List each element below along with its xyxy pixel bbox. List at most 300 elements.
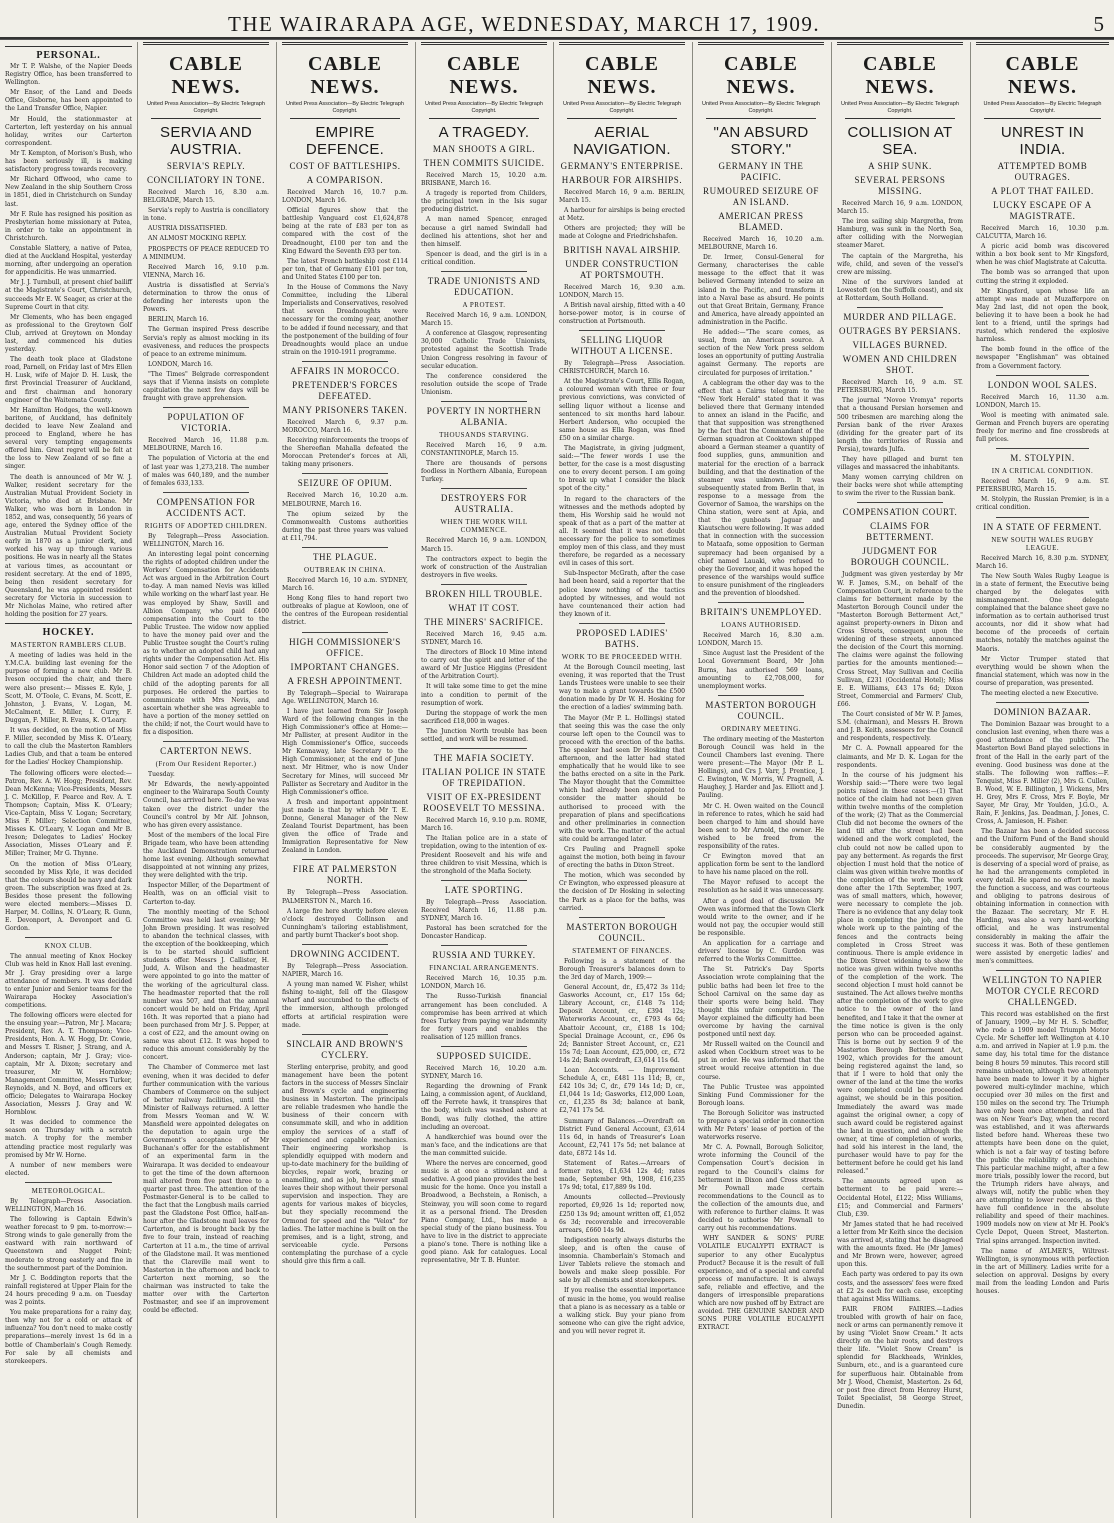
article-paragraph: The population of Victoria at the end of last year was 1,273,218. The number of males was 640,189, and the number of females 633,133.: [143, 455, 269, 487]
article-paragraph: Since August last the President of the Local Government Board, Mr John Burns, has authorised 569 loans, amounting to £2,708,000, for unemployment works.: [698, 650, 824, 690]
article-paragraph: By Telegraph—Special to Wairarapa Age. WELLINGTON, March 16.: [282, 689, 408, 705]
subheading: VILLAGES BURNED.: [852, 340, 948, 351]
masthead: [0, 0, 1114, 40]
article-paragraph: Where the nerves are concerned, good music is at once a stimulant and a sedative. A good piano provides the best music for the home. Once you install a Broadwood, a Bechstein, a Ronisch, a Steinway, you will soon come to regard it as a personal friend. The Dresden Piano Company, Ltd., has made a special study of the piano business. You have to live in the district to appreciate a piano's tone. There is nothing like a good piano. Ask for catalogues. Local representative, Mr T. B. Hunter.: [421, 1160, 547, 1265]
headline-broken-hill: BROKEN HILL TROUBLE.: [425, 588, 543, 599]
article-paragraph: Wool is meeting with animated sale. German and French buyers are operating freely for merino and fine crossbreds at full prices.: [976, 411, 1109, 444]
divider: [996, 375, 1089, 376]
headline-albania: POVERTY IN NORTHERN ALBANIA.: [426, 405, 542, 427]
article-paragraph: The monthly meeting of the School Committee was held last evening; Mr John Brown presiding. It was resolved to abandon the technical classes, with the exception of the bookkeeping, which is to be started should sufficient students offer. Messrs J. Callister, H. Judd, A. Wilson and the headmaster were appointed to go into the matter of the working of the agricultural class. The headmaster reported that the roll number was 507, and that the annual concert would be held on Friday, April 16th. It was reported that a piano had been purchased from Mr J. S. Pepper, at a cost of £22, and the amount owing on same was about £12. It was hoped to reduce this amount considerably by the concert.: [143, 908, 269, 1062]
article-paragraph: The German inspired Press describe Servia's reply as almost mocking in its evasiveness, and reduces the prospects of peace to an extreme minimum.: [143, 326, 269, 358]
subheading: WHAT IT COST.: [448, 602, 520, 613]
article-paragraph: A handkerchief was bound over the man's face, and the indications are that the man committed suicide.: [421, 1133, 547, 1157]
article-paragraph: Many women carrying children on their backs were shot while attempting to swim the river to the Russian bank.: [837, 474, 963, 498]
headline-absurd-story: "AN ABSURD STORY.": [713, 124, 809, 158]
opium-paragraphs: [282, 492, 408, 543]
article-paragraph: The journal "Novoe Vremya" reports that a thousand Persian horsemen and 500 tribesmen are marching along the Persian bank of the river Araxes (dividing for the greater part of its length the territories of Russia and Persia), towards Julfa.: [837, 397, 963, 453]
article-paragraph: Received March 16, 8.30 a.m. LONDON, March 15.: [698, 632, 824, 648]
subheading: UNDER CONSTRUCTION AT PORTSMOUTH.: [565, 258, 679, 280]
cable-news-banner: CABLE NEWS.: [143, 42, 269, 101]
bazaar-paragraphs: [976, 721, 1109, 966]
article-paragraph: Received March 16, 10 a.m. SYDNEY, March 16.: [282, 577, 408, 593]
divider: [441, 584, 527, 585]
article-paragraph: Received March 16, 10.30 p.m. CALCUTTA, March 16.: [976, 225, 1109, 241]
article-paragraph: The amounts agreed upon as betterment to be paid were:—Occidental Hotel, £122; Miss Williams, £15; and Commercial and Farmers' Club, £39.: [837, 1178, 963, 1218]
broken-hill-paragraphs: [421, 631, 547, 744]
article-paragraph: By Telegraph—Press Association. PALMERSTON N., March 16.: [282, 889, 408, 905]
article-paragraph: Received March 16, 9.45 a.m. SYDNEY, March 16.: [421, 630, 547, 646]
headline-empire-defence: EMPIRE DEFENCE.: [305, 124, 385, 158]
russia-paragraphs: [421, 975, 547, 1042]
ferment-subheading: NEW SOUTH WALES RUGBY LEAGUE.: [991, 535, 1094, 552]
article-paragraph: Regarding the drowning of Frank Laing, a commission agent, of Auckland, off the Ferrete hawk, it transpires that the body, which was washed ashore at Bondi, was fully clothed, the attire including an overcoat.: [421, 1083, 547, 1131]
liquor-paragraphs: [559, 360, 685, 619]
divider: [441, 401, 527, 402]
page-number: 5: [1093, 12, 1104, 36]
column-cable-news-5: [553, 42, 690, 1518]
subheading: SERVIA'S REPLY.: [166, 161, 246, 171]
headline-ferment: IN A STATE OF FERMENT.: [983, 521, 1102, 532]
motor-cycle-paragraphs: [976, 1011, 1109, 1296]
divider: [441, 945, 527, 946]
subheading: ATTEMPTED BOMB OUTRAGES.: [997, 161, 1088, 182]
divider: [857, 502, 943, 503]
press-credit: United Press Association—By Electric Telegraph Copyright.: [841, 101, 959, 114]
article-paragraph: Cr Ewington moved that an application form be sent to the landlord to have his name placed on the roll.: [698, 853, 824, 877]
article-paragraph: Received March 16, 11.88 p.m. MELBOURNE, March 16.: [143, 437, 269, 453]
article-paragraph: A man named Spencer, enraged because a girl named Swindall had declined his attentions, shot her and then himself.: [421, 216, 547, 248]
subheads: [282, 161, 408, 186]
divider: [718, 602, 804, 603]
stolypin-paragraphs: [976, 478, 1109, 512]
article-paragraph: Mr Edwards, the newly-appointed engineer to the Wairarapa South County Council, has arrived here. To-day he was taken over the district under the Council's control by Mr Alf. Johnson, who has given every assistance.: [143, 781, 269, 829]
cable-news-banner: CABLE NEWS.: [837, 42, 963, 101]
article-paragraph: The name of AYLMER'S, Wiltrest-Wellington, is synonymous with perfection in the art of Millinery. Ladies write for a selection on approval. Designs by every mail from the leading London and Paris houses.: [976, 1247, 1109, 1296]
article-paragraph: The iron sailing ship Margretha, from Hamburg, was sunk in the North Sea, after colliding with the Norwegian steamer Maret.: [837, 218, 963, 250]
article-paragraph: In the course of his judgment his Worship said:—"There were two legal points raised in these cases:—(1) That notice of the claim had not been given within twelve months of the completion of the work; (2) That as the Commercial Club did not become the owners of the land till after the street had been widened and the work completed, the club could not now be called upon to pay any betterment. As regards the first objection I must hold that the notice of claim was given within twelve months of the completion of the work. The work done after the 17th September, 1907, was of small matters, which, however, were necessary to complete the job. There is no evidence that any delay took place in completing the job, and the whole work up to the painting of the fences and the contracts being completed in Cross Street was continuous. There is ample evidence in the Dixon Street widening to show the notice was given within twelve months of the completion of the work. The second objection I must hold cannot be sustained. The Act allows twelve months after the completion of the work to give notice to the owner of the land benefited, and I take it that the owner at the time notice is given is the only person who can be proceeded against. This is borne out by section 9 of the Masterton Borough Betterment Act, 1902, which provides for the amount being registered against the land, so that if I were to hold that only the owner of the land at the time the works were completed could be proceeded against, we should be in this position. Immediately the award was made against the original owner, a copy of such award could be registered against the land in question, and although the owner, at time of completion of works, had sold his interest in the land, the purchaser would have to pay for the betterment before he could get his land released.": [837, 771, 963, 1176]
article-paragraph: On the motion of Miss O'Leary, seconded by Miss Kyle, it was decided that the colours should be navy and dark green. The subscription was fixed at 2s. Besides those present the following were elected members:—Misses D. Harper, M. Collins, N. O'Leary, R. Gunn, E. Devonport, A. Devonport and G. Gordon.: [5, 860, 132, 933]
baths-subheading: WORK TO BE PROCEEDED WITH.: [561, 652, 683, 661]
article-paragraph: Mr Clements, who has been engaged as professional to the Greytown Golf Club, arrived at Greytown on Monday last, and commenced his duties yesterday.: [5, 313, 132, 354]
article-paragraph: LONDON, March 16.: [148, 360, 213, 368]
headline-russia-turkey: RUSSIA AND TURKEY.: [432, 950, 536, 961]
article-paragraph: M. Stolypin, the Russian Premier, is in a critical condition.: [976, 496, 1109, 512]
headline-borough-council-meeting: MASTERTON BOROUGH COUNCIL.: [705, 699, 817, 721]
article-paragraph: He added:—"The scare comes, as usual, from an American source. A section of the New York press seldom loses an opportunity of putting Australia against Germany. The reports are circulated for purposes of irritation.": [698, 329, 824, 377]
article-paragraph: Received March 16, 8.30 p.m. SYDNEY, March 16.: [976, 554, 1109, 570]
subheading: GERMANY IN THE PACIFIC.: [718, 161, 804, 182]
headline-high-commissioner: HIGH COMMISSIONER'S OFFICE.: [289, 636, 401, 658]
article-paragraph: By Telegraph—Press Association. Received March 16, 11.88 p.m. SYDNEY, March 16.: [421, 898, 547, 922]
article-paragraph: Received March 15, 10.20 a.m. BRISBANE, March 16.: [421, 172, 547, 188]
subheading: HARBOUR FOR AIRSHIPS.: [561, 175, 683, 185]
divider: [857, 307, 943, 308]
subheading: GERMANY'S ENTERPRISE.: [560, 161, 684, 171]
article-paragraph: Sterling enterprise, probity, and good management have been the potent factors in the success of Messrs Sinclair and Brown's cycle and engineering business in Masterton. The principals are reliable tradesmen who handle the business of their concern with consummate skill, and who in addition employ the services of a staff of experienced and capable mechanics. Their engineering workshop is splendidly equipped with modern and up-to-date machinery for the building of bicycles, repair work, brazing or enamelling, and as job, however small leaves their shop without their personal supervision and inspection. They are agents for various makes of bicycles, but they specially recommend the Ormond for speed and the "Velox" for ladies. The latter machine is built on the premises, and is a light, strong, and serviceable cycle. Persons contemplating the purchase of a cycle should give this firm a call.: [282, 1063, 408, 1265]
article-paragraph: Received March 16, 9 a.m. CONSTANTINOPLE, March 15.: [421, 441, 547, 458]
knox-club-heading: KNOX CLUB.: [44, 942, 93, 951]
divider: [718, 695, 804, 696]
subheads: [976, 161, 1109, 222]
defence-paragraphs: [282, 189, 408, 357]
press-credit: United Press Association—By Electric Telegraph Copyright.: [147, 101, 265, 114]
divider: [996, 448, 1089, 449]
headline-drowning: DROWNING ACCIDENT.: [290, 949, 400, 959]
headline-compensation-court: COMPENSATION COURT.: [842, 507, 958, 518]
article-paragraph: This record was established on the first of January, 1909,—by Mr H. S. Scheffer, who rode a 1909 model Triumph Motor Cycle. Mr Scheffer left Wellington at 4.10 a.m. and arrived in Napier at 1.9 p.m. the same day, his total time for the distance being 8 hours 59 minutes. This record still remains unbeaten, although two attempts have been made to lower it by a higher powered multi-cylinder machine, which occupied over 30 miles on the first and 150 miles on the second try. The Triumph have only been once attempted, and that was on New Year's Day, when the record was established, and it was afterwards listed before hand. Whereas these two attempts have been done on the quiet, which is not a fair way of testing before the public the reliability of a machine. This particular machine might, after a few more trials, possibly lower the record, but the Triumph riders have always, and always will, notify the public when they are attempting to lower records, as they have full confidence in the absolute reliability and speed of their machines. 1909 models now on view at Mr H. Pook's Cycle Depot, Queen Street, Masterton. Trial spins arranged. Inspection invited.: [976, 1010, 1109, 1245]
divider: [290, 118, 400, 119]
article-paragraph: At the Magistrate's Court, Ellis Rogan, a coloured woman with three or four previous convictions, was convicted of selling liquor without a license and sentenced to six months hard labour. Herbert Anderson, who occupied the same house as Ella Rogan, was fined £50 on a similar charge.: [559, 378, 685, 442]
article-paragraph: Received March 6, 9.37 p.m. MOROCCO, March 16.: [282, 418, 408, 434]
subheading: THE MINERS' SACRIFICE.: [424, 616, 544, 627]
article-paragraph: Mr Richard Offwood, who came to New Zealand in the ship Southern Cross in 1851, died in Christchurch on Sunday last.: [5, 176, 132, 208]
article-paragraph: I have just learned from Sir Joseph Ward of the following changes in the High Commissioner's office at Home:—Mr Pallister, at present Auditor in the High Commissioner's Office, succeeds Mr Kennaway, late Secretary to the High Commissioner, at the end of June next. Mr Hitmer, who is now Under Secretary for Mines, will succeed Mr Pallister as Secretary and Auditor in the High Commissioner's office.: [282, 707, 408, 796]
headline-collision-at-sea: COLLISION AT SEA.: [847, 124, 953, 158]
subheading: CONCILIATORY IN TONE.: [146, 175, 266, 185]
russia-subheading: FINANCIAL ARRANGEMENTS.: [429, 964, 539, 973]
article-paragraph: In regard to the characters of the witnesses and the methods adopted by them, His Worship said he would not speak of that as a part of the matter at all. It seemed that it was not doubt necessary for the police to sometimes employ men of this class, and they must therefore, be regarded as a necessary evil in cases of this sort.: [559, 495, 685, 568]
suicide-paragraphs: [421, 1065, 547, 1265]
press-credit: United Press Association—By Electric Telegraph Copyright.: [425, 101, 543, 114]
article-paragraph: The bomb found in the office of the newspaper "Englishman" was obtained from a Government factory.: [976, 346, 1109, 370]
article-paragraph: Mr Kingsford, upon whose life an attempt was made at Muzafferpore on May 2nd last, did not open the book, believing it to have been a book he had lent to a friend, until the springs had rusted, which rendered the explosive harmless.: [976, 287, 1109, 344]
article-paragraph: Receiving reinforcements the troops of the Shereefian Mahalla defeated the Moroccan Pretender's forces at Ali, taking many prisoners.: [282, 437, 408, 469]
headline-plague: THE PLAGUE.: [312, 552, 378, 562]
headline-trade-unionists: TRADE UNIONISTS AND EDUCATION.: [427, 276, 541, 298]
destroyers-subheading: WHEN THE WORK WILL COMMENCE.: [440, 518, 528, 535]
article-paragraph: Mr F. Rule has resigned his position as Presbyterian home missionary at Patea, in order to take an appointment in Christchurch.: [5, 210, 132, 242]
article-paragraph: The Mayor (Mr P. L. Hollings) stated that seeing this was the case the only course left open to the Council was to proceed with the erection of the baths. The speaker had seen Dr Hosking that afternoon, and the latter had stated emphatically that he would like to see the baths erected on a site in the Park. The Mayor thought that the Committee which had already been appointed to consider the matter should be authorised to proceed with the preparation of plans and specifications and other preliminaries in connection with the work. The matter of the actual site could be arranged later.: [559, 714, 685, 843]
divider: [302, 547, 388, 548]
cable-news-banner: CABLE NEWS.: [421, 42, 547, 101]
carterton-subheading: (From Our Resident Reporter.): [155, 760, 257, 769]
tragedy-paragraphs: [421, 172, 547, 267]
article-paragraph: Servia's reply to Austria is conciliatory in tone.: [143, 207, 269, 223]
article-paragraph: Mr Hould, the stationmaster at Carterton, left yesterday on his annual holiday, writes our Carterton correspondent.: [5, 115, 132, 147]
unemployed-subheading: LOANS AUTHORISED.: [721, 621, 801, 630]
hockey-paragraphs: [5, 652, 132, 933]
article-paragraph: Received March 16, 9 a.m. ST. PETERSBURG, March 15.: [976, 478, 1109, 494]
destroyers-paragraphs: [421, 537, 547, 579]
article-paragraph: A meeting of ladies was held in the Y.M.C.A. building last evening for the purpose of forming a new club. Mr B. Iveson occupied the chair, and there were also present:— Misses E. Kyle, J. Scott, M. O'Toole, C. Evans, M. Scott, E. Johnston, J. Evans, V. Logan, M. McCalment, E. Miller, I. Curry, F. Duggan, F. Miller, R. Evans, K. O'Leary.: [5, 652, 132, 724]
headline-carterton-news: CARTERTON NEWS.: [160, 746, 252, 757]
headline-mafia: THE MAFIA SOCIETY.: [433, 753, 535, 764]
headline-morocco: AFFAIRS IN MOROCCO.: [290, 365, 400, 376]
subheads: [421, 767, 547, 814]
article-paragraph: The following officers were elected for the ensuing year:—Patron, Mr J. Macara; President, Rev. A. T. Thompson; Vice-Presidents, Hon. A. W. Hogg, Dr. Cowie, and Messrs T. Risner, J. Strang, and A. Anderson; captain, Mr J. Gray; vice-captain, Mr A. Dixon; secretary and treasurer, Mr W. Hornblow; Management Committee, Messrs Turker, Reynolds, and N. Boyd, and officers ex officio; Delegates to Wairarapa Hockey Association, Messrs J. Gray and W. Hornblow.: [5, 1012, 132, 1117]
divider: [441, 488, 527, 489]
article-paragraph: Received March 16, 9 a.m. ST. PETERSBURG, March 15.: [837, 379, 963, 395]
ferment-paragraphs: [976, 555, 1109, 699]
article-paragraph: The latest French battleship cost £114 per ton, that of Germany £101 per ton, and United States £100 per ton.: [282, 257, 408, 281]
article-paragraph: Each party was ordered to pay its own costs, and the assessors' fees were fixed at £2 2s each for each case, excepting that against Miss Williams.: [837, 1271, 963, 1303]
headline-aerial-navigation: AERIAL NAVIGATION.: [573, 124, 671, 158]
subheading: A SHIP SUNK.: [868, 161, 932, 171]
divider: [302, 1034, 388, 1035]
divider: [151, 118, 261, 119]
trade-paragraphs: [421, 312, 547, 397]
headline-opium: SEIZURE OF OPIUM.: [297, 478, 393, 489]
subheading: BRITISH NAVAL AIRSHIP.: [563, 244, 681, 255]
divider: [706, 118, 816, 119]
article-paragraph: Sub-Inspector McGrath, after the case had been heard, said a reporter that the police knew nothing of the tactics adopted by witnesses, and would not have countenanced their action had they known of it.: [559, 570, 685, 618]
article-paragraph: Mr T. Kempton, of Morison's Bush, who has been seriously ill, is making satisfactory progress towards recovery.: [5, 149, 132, 174]
subheading: AMERICAN PRESS BLAMED.: [718, 211, 804, 232]
article-paragraph: The Italian police are in a state of trepidation, owing to the intention of ex-President Roosevelt and his wife and three children to visit Messina, which is the stronghold of the Mafia Society.: [421, 835, 547, 875]
article-paragraph: It was decided to commence the season on Thursday with a scratch match. A trophy for the member attending practice most regularly was promised by Mr W. Horne.: [5, 1119, 132, 1159]
article-paragraph: A fresh and important appointment just made is that by which Mr T. E. Donne, General Manager of the New Zealand Tourist Department, has been given the office of Trade and Immigration Representative for New Zealand in London.: [282, 798, 408, 855]
article-paragraph: The annual meeting of Knox Hockey Club was held in Knox Hall last evening. Mr J. Gray presiding over a large attendance of members. It was decided to enter Junior and Senior teams for the Wairarapa Hockey Association's competitions.: [5, 953, 132, 1009]
article-paragraph: General Account, dr., £5,472 3s 11d; Gasworks Account, cr., £17 15s 6d; Library Account, cr., £148 7s 11d; Deposit Account, cr., £394 12s; Waterworks Account, cr., £793 4s 6d; Abattoir Account, cr., £188 1s 10d; Special Drainage Account, cr., £96 0s 2d; Bannister Street Account, cr., £21 15s 7d; Loan Account, £25,000, cr., £72 14s 2d; Bank overdraft, £3,614 11s 6d.: [559, 984, 685, 1064]
drowning-paragraphs: [282, 963, 408, 1030]
headline-suicide: SUPPOSED SUICIDE.: [436, 1051, 532, 1061]
divider: [302, 361, 388, 362]
article-paragraph: A picric acid bomb was discovered within a box book sent to Mr Kingsford, when he was chief Magistrate at Calcutta.: [976, 243, 1109, 267]
headline-tragedy: A TRAGEDY.: [438, 124, 530, 141]
article-paragraph: Mr Russell waited on the Council and asked when Cockburn street was to be put in order. He was informed that the street would receive attention in due course.: [698, 1041, 824, 1081]
article-paragraph: It will take some time to get the mine into a condition to permit of the resumption of work.: [421, 683, 547, 707]
subheads: [282, 380, 408, 416]
divider: [163, 492, 249, 493]
population-paragraphs: [143, 437, 269, 488]
article-paragraph: Received March 16, 10.20 a.m. MELBOURNE, March 16.: [698, 236, 824, 252]
article-paragraph: Received March 16, 10.35 p.m. LONDON, March 16.: [421, 975, 547, 991]
article-paragraph: The Magistrate, in giving judgment, said:—"The fewer words I use the better, for the case is a most disgusting one to every decent person. I am going to break up what I consider the black spot of the city.": [559, 444, 685, 493]
stolypin-subheading: IN A CRITICAL CONDITION.: [991, 467, 1094, 476]
article-paragraph: The Mayor refused to accept the resolution as he said it was unnecessary.: [698, 879, 824, 895]
article-paragraph: Received March 16, 9.10 p.m. VIENNA, March 16.: [143, 263, 269, 279]
divider: [579, 917, 665, 918]
article-paragraph: The Russo-Turkish financial arrangement has been concluded. A compromise has been arrived at which frees Turkey from paying war indemnity for forty years and enables the realisation of 125 million francs.: [421, 993, 547, 1041]
article-paragraph: BERLIN, March 16.: [148, 316, 209, 324]
article-paragraph: There are thousands of persons foodless in Northern Albania, European Turkey.: [421, 460, 547, 484]
article-paragraph: Mr C. A. Pownall, Borough Solicitor, wrote informing the Council of the Compensation Court's decision in regard to the Council's claims for betterment in Dixon and Cross streets. Mr Pownall made certain recommendations to the Council as to the collection of the amounts due, and with reference to further claims. It was decided to authorise Mr Pownall to carry out his recommendations.: [698, 1144, 824, 1233]
subheading: SEVERAL PERSONS MISSING.: [854, 175, 946, 196]
article-paragraph: "The Times" Belgrade correspondent says that if Vienna insists on complete capitulation the next few days will be fraught with grave apprehension.: [143, 370, 269, 403]
headline-borough-council-finances: MASTERTON BOROUGH COUNCIL.: [566, 921, 678, 943]
divider: [996, 702, 1089, 703]
subheading: COST OF BATTLESHIPS.: [289, 161, 401, 171]
article-paragraph: Mr James stated that he had received a letter from Mr Keith since the decision was arrived at, stating that he disagreed with the amounts fixed. He (Mr James) and Mr Brown were, however, agreed upon this.: [837, 1220, 963, 1269]
column-cable-news-4: [415, 42, 552, 1518]
article-paragraph: PROSPECTS OF PEACE REDUCED TO A MINIMUM.: [143, 245, 269, 261]
article-paragraph: Received March 16, 9.10 p.m. ROME, March 16.: [421, 817, 547, 833]
plague-paragraphs: [282, 577, 408, 628]
carterton-paragraphs: [143, 771, 269, 1315]
masthead-title: THE WAIRARAPA AGE, WEDNESDAY, MARCH 17, 1909.: [228, 12, 821, 36]
court-paragraphs: [837, 571, 963, 1411]
column-cable-news-3: [276, 42, 413, 1518]
plague-subheading: OUTBREAK IN CHINA.: [304, 566, 386, 574]
article-paragraph: Received March 16, 10.20 a.m. SYDNEY, March 16.: [421, 1065, 547, 1081]
article-paragraph: Mr J. J. Turnbull, at present chief bailiff at the Magistrate's Court, Christchurch, succeeds Mr E. W. Seager, as crier at the Supreme Court in that city.: [5, 279, 133, 311]
column-personal: [0, 42, 137, 1518]
finances-paragraphs: [559, 958, 685, 1336]
article-paragraph: Tuesday.: [148, 771, 175, 779]
subheading: MANY PRISONERS TAKEN.: [282, 404, 408, 415]
servia-paragraphs: [143, 189, 269, 403]
article-paragraph: Mr Ensor, of the Land and Deeds Office, Gisborne, has been appointed to the Land Transfer Office, Napier.: [5, 89, 132, 113]
commissioner-paragraphs: [282, 690, 408, 856]
article-paragraph: Mr T. P. Walshe, of the Napier Deeds Registry Office, has been transferred to Wellington.: [5, 63, 132, 87]
article-paragraph: Loan Accounts. — Improvement Schedule A, cr., £481 11s 11d; B, cr., £42 10s 3d; C, dr., £79 14s 1d; D, cr., £1,044 1s 1d; Gasworks, £12,000 Loan, cr., £1,235 8s 3d; balance at bank, £2,741 17s 5d.: [559, 1066, 685, 1115]
headline-compensation-act: COMPENSATION FOR ACCIDENTS ACT.: [156, 496, 256, 518]
column-cable-news-7: [831, 42, 968, 1518]
article-paragraph: The ordinary meeting of the Masterton Borough Council was held in the Council Chambers last evening. There were present:—The Mayor (Mr P. L. Hollings), and Crs J. Varr, J. Prentice, J. C. Ewington, W. Morris, W. Pragnell, A. Haughey, J. Harder and Jas. Elliott and J. Pauling.: [698, 735, 824, 800]
cyclery-paragraphs: [282, 1064, 408, 1266]
press-credit: United Press Association—By Electric Telegraph Copyright.: [563, 101, 681, 114]
article-paragraph: Spencer is dead, and the girl is in a critical condition.: [421, 250, 547, 266]
subheads: [282, 662, 408, 687]
article-paragraph: Received March 16, 9 a.m. LONDON, March 15.: [421, 312, 547, 328]
column-cable-news-2: [137, 42, 274, 1518]
article-paragraph: Received March 16, 10.7 p.m. LONDON, March 16.: [282, 189, 408, 205]
article-paragraph: You make preparations for a rainy day, then why not for a cold or attack of influenza? You don't need to make costly preparations—merely invest 1s 6d in a bottle of Chamberlain's Cough Remedy. For sale by all chemists and storekeepers.: [5, 1309, 132, 1365]
cable-news-banner: CABLE NEWS.: [976, 42, 1109, 101]
article-paragraph: It was decided, on the motion of Miss F. Miller, seconded by Miss K. O'Leary, to call the club the Masterton Ramblers Ladies Club, and that a team be entered for the Ladies' Hockey Championship.: [5, 727, 132, 767]
article-paragraph: A conference at Glasgow, representing 30,000 Catholic Trade Unionists, protested against the Scottish Trade Union Congress resolving in favour of secular education.: [421, 330, 547, 370]
article-paragraph: The conference considered the resolution outside the scope of Trade Unionism.: [421, 372, 547, 396]
article-paragraph: In the House of Commons the Navy Committee, including the Liberal Imperialists and Conservatives, resolved that seven Dreadnoughts were necessary for the coming year, another to be added if found necessary, and that the postponement of the building of four Dreadnoughts would place an undue strain on the 1910-1911 programme.: [282, 284, 408, 356]
article-paragraph: Received March 16, 9.30 a.m. LONDON, March 15.: [559, 283, 685, 299]
article-paragraph: They have pillaged and burnt ten villages and massacred the inhabitants.: [837, 455, 963, 472]
article-paragraph: The Dominion Bazaar was brought to a conclusion last evening, when there was a good attendance of the public. The Masterton Bowl Band played selections in front of the Hall in the early part of the evening. Good business was done at the stalls. The following won raffles:—F. Tenquist, Miss F. Miller (2), Mrs G. Cullen, B. Wood, W. E. Billington, J. Wickens, Mrs H. Grey, Mrs F. Cross, Mrs F. Boyle, Mr Sayer, Mr Gray, Mr Youlden, J.G.O., A. Rain, F. Jenkins, Jas. Deadman, J. Jones, C. Cross, A. Jamieson, H. Fisher.: [976, 721, 1109, 826]
finances-subheading: STATEMENT OF FINANCES.: [572, 946, 672, 955]
headline-selling-liquor: SELLING LIQUOR WITHOUT A LICENSE.: [571, 335, 673, 357]
article-paragraph: Following is a statement of the Borough Treasurer's balances down to the 3rd day of March, 1909:—: [559, 957, 685, 981]
article-paragraph: By Telegraph—Press Association. WELLINGTON, March 16.: [143, 532, 269, 548]
article-paragraph: The Bazaar has been a decided success and the Uniform Fund of the Band should be considerably augmented by the proceeds. The supervisor, Mr George Gray, is deserving of a special word of praise, as he had the arrangements completed in every detail. He spared no effort to make the function a success, and was courteous and obliging to patrons desirous of obtaining information in connection with the Bazaar. The secretary, Mr F. H. Harding, was also a very hard-working official, and he was instrumental considerably in making the affair the success it was. Both of these gentlemen were assisted by energetic ladies' and men's committees.: [976, 828, 1109, 965]
cable-news-banner: CABLE NEWS.: [698, 42, 824, 101]
article-paragraph: The following is Captain Edwin's weather forecast to 9 pm. to-morrow:—Strong winds to gale generally from the eastward with rain northward of Queenstown and Nugget Point; moderate to strong easterly and fine in the southernmost part of the Dominion.: [5, 1216, 132, 1272]
article-paragraph: Received March 16, 11.30 a.m. LONDON, March 15.: [976, 393, 1109, 409]
article-paragraph: Received March 16, 9 a.m. LONDON, March 15.: [421, 537, 547, 553]
article-paragraph: The New South Wales Rugby League is in a state of ferment, the Executive being charged by the delegates with mismanagement. One delegate complained that the balance sheet gave no information as to certain authorised trust accounts, nor did it show what had become of the proceeds of certain matches, notably the matches against the Maoris.: [976, 572, 1109, 653]
meeting-paragraphs: [698, 736, 824, 1333]
article-paragraph: Received March 16, 10.20 a.m. MELBOURNE, March 16.: [282, 492, 408, 508]
subheads: [143, 161, 269, 186]
article-paragraph: Austria is dissatisfied at Servia's determination to throw the onus of defending her interests upon the Powers.: [143, 281, 269, 314]
divider: [579, 623, 665, 624]
divider: [441, 271, 527, 272]
article-paragraph: Crs Pauling and Pragnell spoke against the motion, both being in favour of erecting the baths in Dixon Street.: [559, 846, 685, 870]
subheading: ITALIAN POLICE IN STATE OF TREPIDATION.: [422, 767, 546, 789]
divider: [25, 937, 112, 938]
article-paragraph: AN ALMOST MOCKING REPLY.: [148, 235, 247, 243]
subheading: MAN SHOOTS A GIRL.: [432, 144, 536, 154]
section-heading-hockey: HOCKEY.: [5, 623, 132, 638]
subheads: [421, 603, 547, 628]
subheads: [559, 161, 685, 186]
divider: [567, 118, 677, 119]
subheads: [837, 161, 963, 197]
compensation-paragraphs: [143, 533, 269, 737]
column-cable-news-8: [970, 42, 1114, 1518]
divider: [302, 944, 388, 945]
article-paragraph: Received March 16, 9 a.m. BERLIN, March 15.: [559, 189, 685, 205]
article-paragraph: WHY SANDER & SONS' PURE VOLATILE EUCALYPTI EXTRACT is superior to any other Eucalyptus Product? Because it is the result of full experience, and of a special and careful process of manufacture. It is always safe, reliable and effective, and the dangers of irresponsible preparations which are now pushed off by Extract are avoided. THE GENUINE SANDER AND SONS PURE VOLATILE EUCALYPTI EXTRACT.: [698, 1235, 824, 1332]
article-paragraph: Summary of Balances.—Overdraft on District Fund General Account, £3,614 11s 6d, in hands of Treasurer's Loan Account, £2,741 17s 5d; net balance at date, £872 14s 1d.: [559, 1117, 685, 1157]
india-paragraphs: [976, 225, 1109, 371]
article-paragraph: A cablegram the other day was to the effect that a Cairns telegram to the "New York Herald" stated that it was believed there that Germany intended to annex an island in the Pacific, and that that supposition was strengthened by the fact that the Commandant of the German squadron at Cooktown shipped aboard a German steamer a quantity of food supplies, guns, ammunition and material for the erection of a barrack building, and that the destination of the steamer was unknown. It was subsequently stated from Berlin that, in response to a message from the Governor of Samoa, the warships on the China station, were sent at Apia, and that the gunboats Jaguar and Kiautschou were following. It was added that in connection with the succession to Mataafa, some opposition to German supremacy had been organised by a chief named Lauaki, who refused to obey the Governor, and it was hoped the presence of the warships would suffice to ensure punishment of the ringleaders and the prevention of bloodshed.: [698, 379, 824, 598]
article-paragraph: Dr. Irmer, Consul-General for Germany, characterises the cable message to the effect that it was believed Germany intended to seize an island in the Pacific, and transform it into a Naval base as absurd. He points out that Great Britain, Germany, France and America, have already appointed an administration in the Pacific.: [698, 254, 824, 326]
divider: [302, 632, 388, 633]
divider: [302, 473, 388, 474]
article-paragraph: By Telegraph—Press Association. CHRISTCHURCH, March 16.: [559, 360, 685, 376]
article-paragraph: A number of new members were elected.: [5, 1161, 132, 1177]
article-paragraph: A harbour for airships is being erected at Metz.: [559, 207, 685, 223]
article-paragraph: The Borough Solicitor was instructed to prepare a special order in connection with Mr Peters' lease of portion of the waterworks reserve.: [698, 1109, 824, 1142]
article-paragraph: The Junction North trouble has been settled, and work will be resumed.: [421, 727, 547, 744]
divider: [579, 330, 665, 331]
subheads: [837, 326, 963, 376]
albania-subheading: THOUSANDS STARVING.: [439, 430, 529, 439]
article-paragraph: The following officers were elected:—Patron, Rev. A. W. Hogg; President, Rev. Dean McKenna; Vice-Presidents, Messrs J. C. McKillop, F. Pearce and Rev. A. T. Thompson; Captain, Miss K. O'Leary; Vice-Captain, Miss V. Logan; Secretary, Miss F. Miller; Selection Committee, Misses K. O'Leary, V. Logan and Mr B. Iveson; Delegates to Ladies' Hockey Association, Misses O'Leary and F. Miller; Trainer, Mr G. Thynne.: [5, 769, 132, 858]
article-paragraph: Hong Kong files to hand report two outbreaks of plague at Kowloon, one of the centres of the European residential district.: [282, 595, 408, 627]
subheading: WOMEN AND CHILDREN SHOT.: [842, 354, 958, 376]
subheads: [559, 245, 685, 281]
headline-dominion-bazaar: DOMINION BAZAAR.: [993, 707, 1092, 718]
article-paragraph: Mr Hamilton Hodges, the well-known baritone, of Auckland, has definitely decided to leave New Zealand and proceed to England, where he has several very tempting engagements offered him. Great regret will be felt at the loss to New Zealand of so fine a singer.: [5, 406, 132, 471]
article-paragraph: The captain of the Margretha, his wife, child, and seven of the vessel's crew are missing.: [837, 252, 963, 276]
headline-murder-pillage: MURDER AND PILLAGE.: [843, 312, 957, 323]
article-paragraph: A tragedy is reported from Childers, the principal town in the Isis sugar producing district.: [421, 190, 547, 214]
article-paragraph: Mr Victor Trumper stated that everything would be shown when the financial statement, which was now in the course of preparation, was presented.: [976, 655, 1109, 687]
hockey-subheading: MASTERTON RAMBLERS CLUB.: [10, 641, 127, 650]
wool-paragraphs: [976, 394, 1109, 445]
subheading: PRETENDER'S FORCES DEFEATED.: [292, 379, 398, 401]
subheading: OUTRAGES BY PERSIANS.: [838, 326, 962, 337]
headline-stolypin: M. STOLYPIN.: [1010, 453, 1075, 464]
headline-population-victoria: POPULATION OF VICTORIA.: [167, 412, 245, 434]
headline-wool-sales: LONDON WOOL SALES.: [987, 379, 1098, 390]
article-paragraph: Pastoral has been scratched for the Doncaster Handicap.: [421, 925, 547, 941]
article-paragraph: The St. Patrick's Day Sports Association wrote complaining that the public baths had been let free to the School Carnival on the same day as their sports were being held. They thought this unfair competition. The Mayor explained the difficulty had been overcome by having the carnival postponed until next day.: [698, 966, 824, 1039]
article-paragraph: AUSTRIA DISSATISFIED.: [148, 225, 228, 233]
headline-late-sporting: LATE SPORTING.: [444, 884, 524, 895]
article-paragraph: An application for a carriage and drivers' license by C. Gurdon was referred to the Works Committee.: [698, 940, 824, 964]
divider: [163, 741, 249, 742]
subheading: A FRESH APPOINTMENT.: [287, 675, 403, 686]
article-paragraph: Official figures show that the battleship Vanguard cost £1,624,878 being at the rate of £83 per ton as compared with the cost of the Dreadnought, £100 per ton and the King Edward the Seventh £93 per ton.: [282, 207, 408, 255]
article-paragraph: The Chamber of Commerce met last evening, when it was decided to defer further communication with the various Chambers of Commerce on the subject of better railway facilities, until the Minister of Railways returned. A letter from Messrs Yeoman and W. W. Mansfield were appointed delegates on the deputation to again urge the Government's acceptance of Mr Buchanan's offer for the establishment of an experimental farm in the Wairarapa. It was decided to endeavour to get the time of the down afternoon mail altered from five past three to a quarter past three. The attention of the Postmaster-General is to be called to the fact that the Longbush mails carried past the Gladstone Post Office, half-an-hour after the Gladstone mail leaves for Carterton, and is brought back by the five to four train, instead of reaching Carterton at 11 a.m., the time of arrival of the Gladstone mail. It was mentioned that the Clareville mail went to Masterton in the afternoon and back to Carterton next morning, so the chairman was instructed to take the matter over with the Carterton Postmaster, and see if an improvement could be effected.: [143, 1064, 269, 1315]
morocco-paragraphs: [282, 419, 408, 470]
airship-paragraphs: [559, 284, 685, 326]
article-paragraph: Nine of the survivors landed at Lowestoft (on the Suffolk coast), and six at Rotterdam, South Holland.: [837, 278, 963, 303]
article-paragraph: By Telegraph—Press Association. WELLINGTON, March 16.: [5, 1197, 132, 1213]
headline-destroyers: DESTROYERS FOR AUSTRALIA.: [440, 493, 528, 515]
subheading: VISIT OF EX-PRESIDENT ROOSEVELT TO MESSINA.: [422, 792, 546, 814]
subheads: [698, 161, 824, 233]
subheading: THEN COMMITS SUICIDE.: [423, 158, 545, 168]
article-paragraph: Constable Slattery, a native of Patea, died at the Auckland Hospital, yesterday morning, after undergoing an operation for appendicitis. He was unmarried.: [5, 244, 132, 277]
albania-paragraphs: [421, 442, 547, 484]
meteorological-paragraphs: [5, 1198, 132, 1366]
divider: [845, 118, 955, 119]
fire-paragraphs: [282, 889, 408, 940]
article-paragraph: Inspector Miller, of the Department of Health, was on an official visit to Carterton to-day.: [143, 882, 269, 906]
subheading: A COMPARISON.: [306, 175, 384, 185]
article-paragraph: A large fire here shortly before eleven o'clock destroyed Collinson and Cunningham's tailoring establishment, and partly burnt Thacker's boot shop.: [282, 907, 408, 939]
meeting-subheading: ORDINARY MEETING.: [721, 724, 801, 733]
article-paragraph: Judgment was given yesterday by Mr W. F. James, S.M., on behalf of the Compensation Court, in reference to the claims for betterment made by the Masterton Borough Council under the "Masterton Borough Betterment Act," against property-owners in Dixon and Cross Streets, consequent upon the widening of these streets, announced the decision of the Court this morning. The claims were against the following parties for the amounts mentioned:—Cross Street, May Sullivan and Cecilia Sullivan, £231 (Occidental Hotel); Miss E. E. Williams, £43 17s 6d; Dixon Street, Commercial and Farmers' Club, £66.: [837, 571, 963, 708]
subheading: IMPORTANT CHANGES.: [290, 661, 400, 672]
headline-unrest-india: UNREST IN INDIA.: [1000, 124, 1085, 158]
headline-ladies-baths: PROPOSED LADIES' BATHS.: [576, 627, 668, 649]
divider: [996, 970, 1089, 971]
press-credit: United Press Association—By Electric Telegraph Copyright.: [983, 101, 1102, 114]
subheading: LUCKY ESCAPE OF A MAGISTRATE.: [993, 200, 1092, 221]
